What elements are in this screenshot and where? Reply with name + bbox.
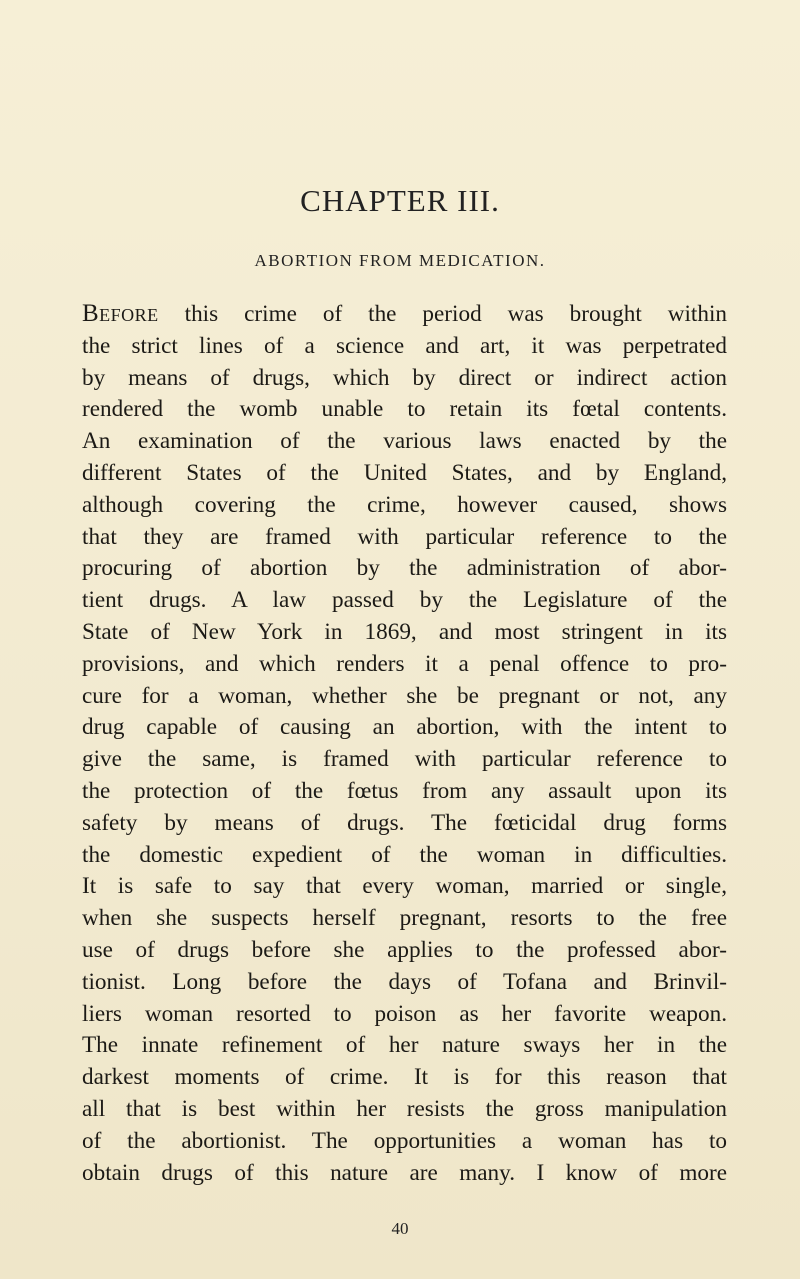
text-line: the strict lines of a science and art, it was perpetrated xyxy=(82,332,727,359)
text-line: cure for a woman, whether she be pregnant or not, any xyxy=(82,682,727,709)
text-line: tionist. Long before the days of Tofana and Brinvil- xyxy=(82,968,727,995)
text-line: of the abortionist. The opportunities a woman has to xyxy=(82,1127,727,1154)
page-number: 40 xyxy=(391,1219,409,1238)
text-line: by means of drugs, which by direct or indirect action xyxy=(82,364,727,391)
text-line: An examination of the various laws enacted by the xyxy=(82,428,727,455)
text-line: the protection of the fœtus from any assault upon its xyxy=(82,777,727,804)
text-line: that they are framed with particular reference to the xyxy=(82,523,727,550)
lead-word: Before xyxy=(82,300,159,327)
chapter-title: CHAPTER III. xyxy=(300,183,500,218)
text-line: It is safe to say that every woman, married or single, xyxy=(82,873,727,900)
text-line: although covering the crime, however caused, shows xyxy=(82,491,727,518)
text-line: liers woman resorted to poison as her favorite weapon. xyxy=(82,1000,727,1027)
body-paragraph xyxy=(82,298,727,1189)
text-line: Before this crime of the period was brought within xyxy=(82,300,727,327)
text-line: tient drugs. A law passed by the Legislature of the xyxy=(82,587,727,614)
text-line: when she suspects herself pregnant, resorts to the free xyxy=(82,905,727,932)
text-line: safety by means of drugs. The fœticidal drug forms xyxy=(82,809,727,836)
text-line: provisions, and which renders it a penal offence to pro- xyxy=(82,650,727,677)
text-line: the domestic expedient of the woman in difficulties. xyxy=(82,841,727,868)
text-line: rendered the womb unable to retain its fœtal contents. xyxy=(82,396,727,423)
text-line: darkest moments of crime. It is for this reason that xyxy=(82,1064,727,1091)
text-line: all that is best within her resists the gross manipulation xyxy=(82,1095,727,1122)
text-line: use of drugs before she applies to the professed abor- xyxy=(82,936,727,963)
text-line: give the same, is framed with particular reference to xyxy=(82,746,727,773)
chapter-subtitle: ABORTION FROM MEDICATION. xyxy=(254,251,546,270)
text-line: obtain drugs of this nature are many. I know of more xyxy=(82,1159,727,1186)
text-line: The innate refinement of her nature sways her in the xyxy=(82,1032,727,1059)
text-line: procuring of abortion by the administration of abor- xyxy=(82,555,727,582)
text-line: State of New York in 1869, and most stringent in its xyxy=(82,618,727,645)
text-line: drug capable of causing an abortion, with the intent to xyxy=(82,714,727,741)
text-line: different States of the United States, and by England, xyxy=(82,459,727,486)
